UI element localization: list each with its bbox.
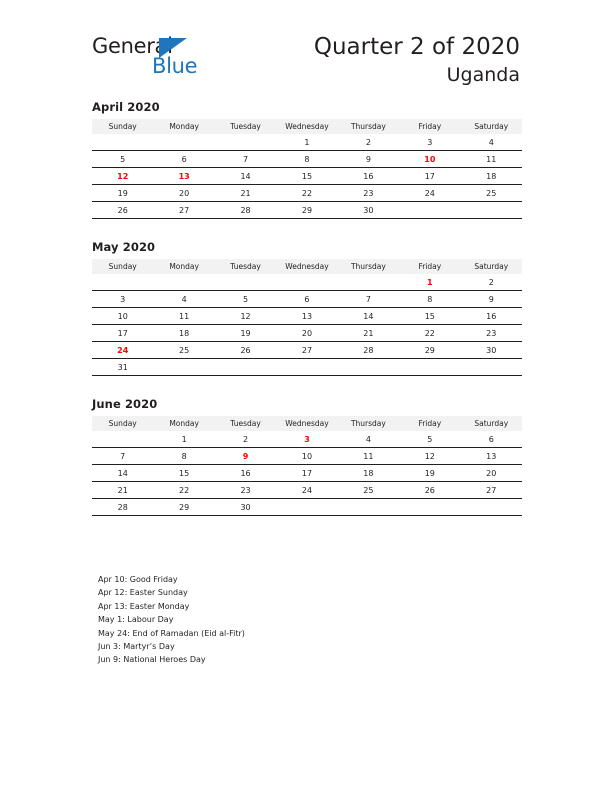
day-cell[interactable]: 29 [153,499,214,516]
day-cell[interactable]: 3 [92,291,153,308]
week-row [92,499,522,516]
day-cell-empty [276,499,337,516]
day-cell[interactable]: 1 [276,134,337,151]
day-cell[interactable]: 29 [276,202,337,219]
weekday-header-tuesday: Tuesday [215,119,276,134]
day-cell-empty [276,274,337,291]
day-cell[interactable]: 14 [92,465,153,482]
day-cell[interactable]: 23 [215,482,276,499]
weekday-header-row [92,119,522,134]
weekday-header-thursday: Thursday [338,119,399,134]
day-cell[interactable]: 14 [215,168,276,185]
day-cell-empty [338,274,399,291]
day-cell[interactable]: 20 [153,185,214,202]
day-cell[interactable]: 19 [92,185,153,202]
week-row [92,342,522,359]
weekday-header-sunday: Sunday [92,416,153,431]
day-cell[interactable]: 15 [276,168,337,185]
weekday-header-friday: Friday [399,259,460,274]
day-cell[interactable]: 5 [215,291,276,308]
day-cell[interactable]: 18 [338,465,399,482]
day-cell[interactable]: 3 [399,134,460,151]
day-cell[interactable]: 26 [92,202,153,219]
week-row [92,325,522,342]
holiday-legend-item: Jun 9: National Heroes Day [98,655,206,665]
weekday-header-friday: Friday [399,416,460,431]
month-title: June 2020 [92,397,158,411]
day-cell[interactable]: 25 [153,342,214,359]
day-cell[interactable]: 14 [338,308,399,325]
week-row [92,431,522,448]
day-cell[interactable]: 16 [338,168,399,185]
day-cell[interactable]: 13 [461,448,522,465]
day-cell[interactable]: 12 [215,308,276,325]
week-row [92,482,522,499]
day-cell[interactable]: 21 [215,185,276,202]
weekday-header-friday: Friday [399,119,460,134]
day-cell[interactable]: 30 [215,499,276,516]
day-cell[interactable]: 12 [92,168,153,185]
day-cell[interactable]: 13 [276,308,337,325]
week-row [92,202,522,219]
weekday-header-monday: Monday [153,119,214,134]
week-row [92,185,522,202]
day-cell-empty [399,202,460,219]
holiday-legend-item: May 1: Labour Day [98,615,174,625]
weekday-header-wednesday: Wednesday [276,416,337,431]
weekday-header-thursday: Thursday [338,416,399,431]
week-row [92,291,522,308]
month-grid [92,119,522,219]
day-cell[interactable]: 4 [153,291,214,308]
weekday-header-wednesday: Wednesday [276,259,337,274]
day-cell[interactable]: 8 [276,151,337,168]
holiday-legend-item: Jun 3: Martyr’s Day [98,642,175,652]
month-title: May 2020 [92,240,156,254]
day-cell[interactable]: 19 [399,465,460,482]
month-block [92,397,522,516]
day-cell[interactable]: 17 [276,465,337,482]
day-cell[interactable]: 9 [215,448,276,465]
day-cell-empty [215,134,276,151]
day-cell-empty [215,359,276,376]
day-cell[interactable]: 24 [92,342,153,359]
day-cell-empty [153,134,214,151]
day-cell[interactable]: 2 [215,431,276,448]
day-cell[interactable]: 10 [92,308,153,325]
day-cell-empty [215,274,276,291]
day-cell[interactable]: 6 [461,431,522,448]
day-cell[interactable]: 4 [461,134,522,151]
brand-name-general: General [92,34,173,58]
day-cell[interactable]: 28 [338,342,399,359]
day-cell[interactable]: 11 [338,448,399,465]
day-cell[interactable]: 28 [92,499,153,516]
day-cell[interactable]: 25 [461,185,522,202]
month-title: April 2020 [92,100,160,114]
day-cell[interactable]: 1 [399,274,460,291]
day-cell[interactable]: 2 [461,274,522,291]
day-cell[interactable]: 22 [153,482,214,499]
day-cell-empty [399,359,460,376]
weekday-header-tuesday: Tuesday [215,416,276,431]
day-cell[interactable]: 12 [399,448,460,465]
day-cell-empty [461,499,522,516]
weekday-header-saturday: Saturday [461,119,522,134]
day-cell[interactable]: 3 [276,431,337,448]
day-cell-empty [276,359,337,376]
day-cell[interactable]: 16 [215,465,276,482]
day-cell[interactable]: 5 [92,151,153,168]
day-cell[interactable]: 4 [338,431,399,448]
day-cell[interactable]: 11 [461,151,522,168]
holiday-legend-item: May 24: End of Ramadan (Eid al-Fitr) [98,628,245,638]
day-cell[interactable]: 6 [276,291,337,308]
day-cell[interactable]: 8 [399,291,460,308]
day-cell[interactable]: 1 [153,431,214,448]
week-row [92,308,522,325]
day-cell[interactable]: 15 [153,465,214,482]
week-row [92,465,522,482]
day-cell[interactable]: 23 [461,325,522,342]
day-cell[interactable]: 7 [338,291,399,308]
day-cell[interactable]: 2 [338,134,399,151]
weekday-header-saturday: Saturday [461,416,522,431]
day-cell[interactable]: 28 [215,202,276,219]
page-title: Quarter 2 of 2020 [313,34,520,60]
day-cell[interactable]: 15 [399,308,460,325]
day-cell[interactable]: 18 [153,325,214,342]
weekday-header-sunday: Sunday [92,259,153,274]
day-cell-empty [92,431,153,448]
day-cell[interactable]: 9 [461,291,522,308]
brand-name-blue: Blue [152,54,198,78]
brand-logo[interactable] [92,34,292,82]
week-row [92,448,522,465]
day-cell[interactable]: 19 [215,325,276,342]
day-cell[interactable]: 26 [215,342,276,359]
day-cell[interactable]: 17 [399,168,460,185]
day-cell[interactable]: 21 [338,325,399,342]
day-cell-empty [153,359,214,376]
week-row [92,359,522,376]
month-grid [92,416,522,516]
day-cell[interactable]: 29 [399,342,460,359]
day-cell[interactable]: 22 [399,325,460,342]
day-cell[interactable]: 18 [461,168,522,185]
weekday-header-sunday: Sunday [92,119,153,134]
day-cell[interactable]: 20 [461,465,522,482]
day-cell-empty [461,359,522,376]
week-row [92,274,522,291]
holiday-legend-item: Apr 12: Easter Sunday [98,588,188,598]
day-cell-empty [153,274,214,291]
day-cell[interactable]: 31 [92,359,153,376]
title-block [314,33,520,87]
month-grid [92,259,522,376]
day-cell[interactable]: 17 [92,325,153,342]
week-row [92,168,522,185]
weekday-header-saturday: Saturday [461,259,522,274]
day-cell[interactable]: 27 [461,482,522,499]
weekday-header-wednesday: Wednesday [276,119,337,134]
page-subtitle-country: Uganda [446,64,520,86]
day-cell[interactable]: 16 [461,308,522,325]
holiday-legend-list [98,573,518,667]
day-cell-empty [399,499,460,516]
calendar-container [92,100,522,537]
weekday-header-monday: Monday [153,416,214,431]
day-cell[interactable]: 27 [153,202,214,219]
day-cell[interactable]: 30 [461,342,522,359]
holiday-legend-item: Apr 10: Good Friday [98,575,178,584]
day-cell[interactable]: 25 [338,482,399,499]
week-row [92,151,522,168]
day-cell-empty [461,202,522,219]
day-cell[interactable]: 8 [153,448,214,465]
day-cell[interactable]: 23 [338,185,399,202]
day-cell-empty [338,499,399,516]
day-cell[interactable]: 5 [399,431,460,448]
day-cell[interactable]: 30 [338,202,399,219]
day-cell[interactable]: 22 [276,185,337,202]
weekday-header-tuesday: Tuesday [215,259,276,274]
day-cell[interactable]: 10 [399,151,460,168]
week-row [92,134,522,151]
month-block [92,240,522,376]
day-cell[interactable]: 21 [92,482,153,499]
day-cell-empty [338,359,399,376]
day-cell-empty [92,274,153,291]
day-cell[interactable]: 26 [399,482,460,499]
day-cell[interactable]: 10 [276,448,337,465]
weekday-header-row [92,416,522,431]
day-cell[interactable]: 27 [276,342,337,359]
weekday-header-monday: Monday [153,259,214,274]
weekday-header-thursday: Thursday [338,259,399,274]
day-cell[interactable]: 13 [153,168,214,185]
day-cell[interactable]: 6 [153,151,214,168]
day-cell[interactable]: 20 [276,325,337,342]
day-cell[interactable]: 9 [338,151,399,168]
day-cell[interactable]: 7 [215,151,276,168]
page-header [0,0,612,96]
day-cell[interactable]: 24 [399,185,460,202]
day-cell-empty [92,134,153,151]
holiday-legend-item: Apr 13: Easter Monday [98,601,190,611]
month-block [92,100,522,219]
day-cell[interactable]: 11 [153,308,214,325]
day-cell[interactable]: 7 [92,448,153,465]
weekday-header-row [92,259,522,274]
day-cell[interactable]: 24 [276,482,337,499]
